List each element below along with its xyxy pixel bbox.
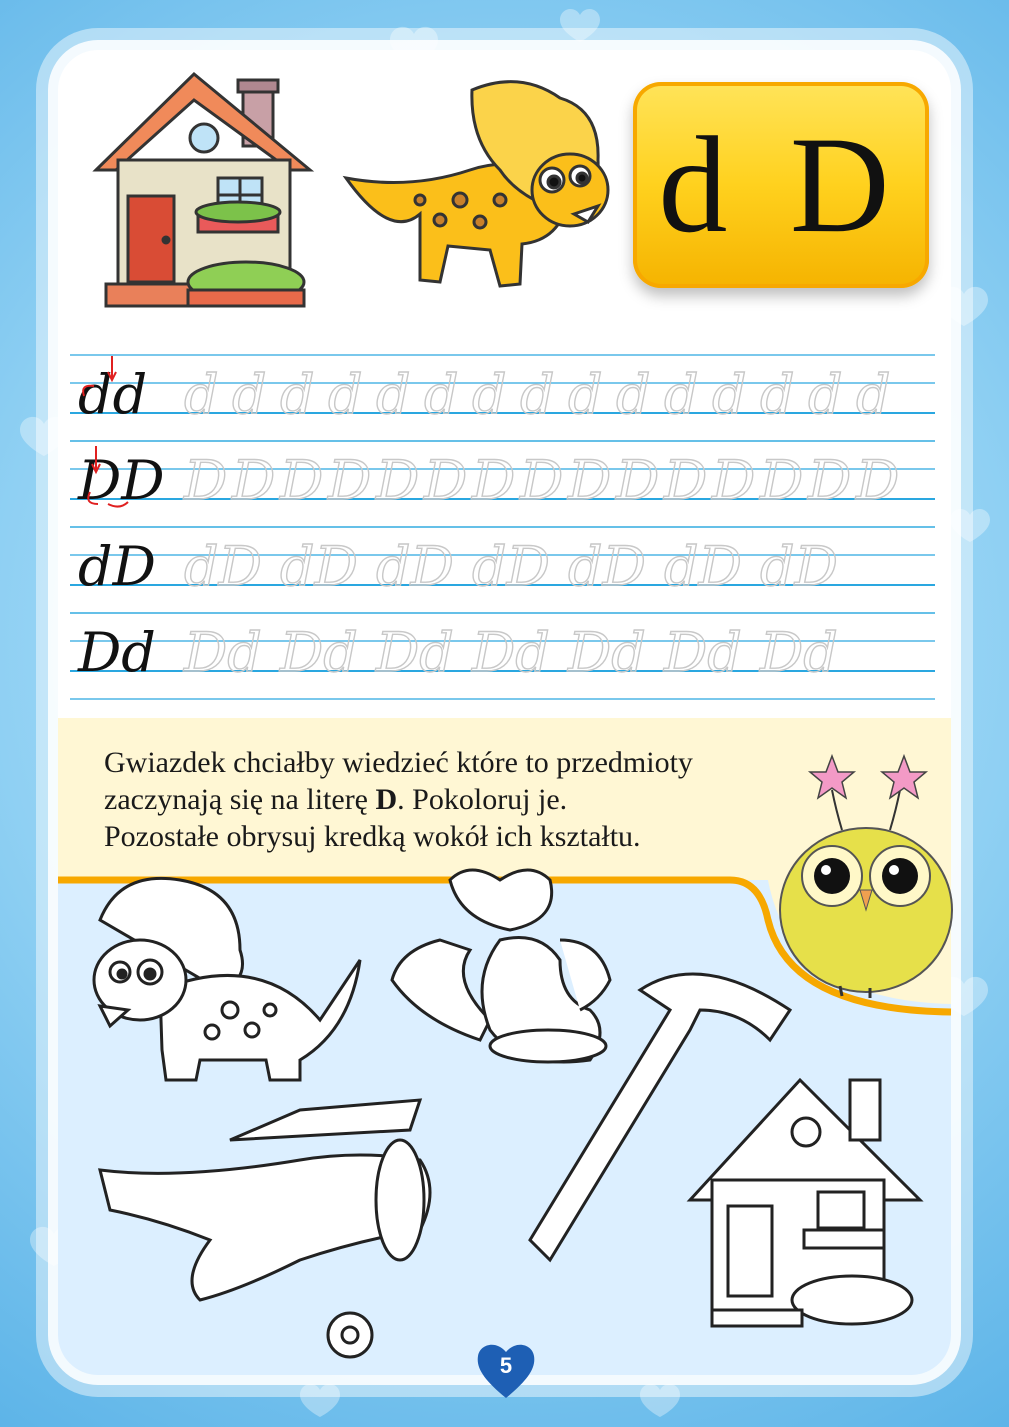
- trace-letters: d: [808, 363, 843, 426]
- bells-outline-icon: [392, 870, 610, 1062]
- trace-letters: D: [280, 449, 324, 512]
- trace-letters: Dd: [760, 621, 838, 684]
- trace-letters: d: [280, 363, 315, 426]
- trace-letters: D: [520, 449, 564, 512]
- trace-letters: d: [184, 363, 219, 426]
- trace-letters: d: [568, 363, 603, 426]
- trace-letters: dD: [568, 535, 646, 598]
- trace-letters: D: [184, 449, 228, 512]
- trace-letters: d: [760, 363, 795, 426]
- trace-letters: dD: [664, 535, 742, 598]
- trace-letters: D: [424, 449, 468, 512]
- trace-letters: d: [328, 363, 363, 426]
- coloring-outlines: [0, 860, 1009, 1360]
- trace-letters: d: [232, 363, 267, 426]
- trace-letters: d: [664, 363, 699, 426]
- trace-letters: D: [664, 449, 708, 512]
- trace-letters: dD: [472, 535, 550, 598]
- trace-letters: d: [712, 363, 747, 426]
- trace-letters: Dd: [568, 621, 646, 684]
- trace-letters: Dd: [664, 621, 742, 684]
- trace-letters: D: [808, 449, 852, 512]
- instruction-text: [104, 744, 794, 855]
- trace-letters: Dd: [280, 621, 358, 684]
- trace-letters: D: [328, 449, 372, 512]
- trace-letters: D: [472, 449, 516, 512]
- trace-letters: d: [520, 363, 555, 426]
- trace-letters: D: [568, 449, 612, 512]
- model-letters: dD: [78, 535, 156, 598]
- house-outline-icon: [690, 1080, 920, 1326]
- trace-letters: d: [424, 363, 459, 426]
- trace-letters: D: [712, 449, 756, 512]
- model-letters: Dd: [78, 621, 156, 684]
- trace-letters: dD: [184, 535, 262, 598]
- title-letters: d D: [658, 108, 904, 261]
- trace-letters: dD: [280, 535, 358, 598]
- trace-letters: dD: [760, 535, 838, 598]
- model-letters: DD: [78, 449, 165, 512]
- trace-letters: D: [376, 449, 420, 512]
- page-number: 5: [499, 1353, 513, 1378]
- triceratops-outline-icon: [94, 878, 360, 1080]
- instruction-line-2: [104, 781, 794, 818]
- instruction-line-2-post: . Pokoloruj je.: [397, 783, 568, 816]
- trace-letters: Dd: [184, 621, 262, 684]
- trace-letters: D: [760, 449, 804, 512]
- instruction-line-2-pre: zaczynają się na literę: [104, 783, 376, 816]
- trace-letters: d: [376, 363, 411, 426]
- trace-letters: D: [616, 449, 660, 512]
- instruction-line-3: Pozostałe obrysuj kredką wokół ich kształtu.: [104, 820, 641, 853]
- model-letters: dd: [78, 363, 148, 426]
- trace-letters: d: [856, 363, 891, 426]
- trace-letters: D: [856, 449, 900, 512]
- practice-rows: [77, 363, 899, 684]
- trace-letters: d: [472, 363, 507, 426]
- airplane-outline-icon: [100, 1100, 430, 1357]
- trace-letters: Dd: [376, 621, 454, 684]
- trace-letters: dD: [376, 535, 454, 598]
- trace-letters: D: [232, 449, 276, 512]
- trace-letters: Dd: [472, 621, 550, 684]
- instruction-bold-letter: D: [375, 783, 398, 816]
- instruction-line-1: Gwiazdek chciałby wiedzieć które to przedmioty: [104, 746, 693, 779]
- trace-letters: d: [616, 363, 651, 426]
